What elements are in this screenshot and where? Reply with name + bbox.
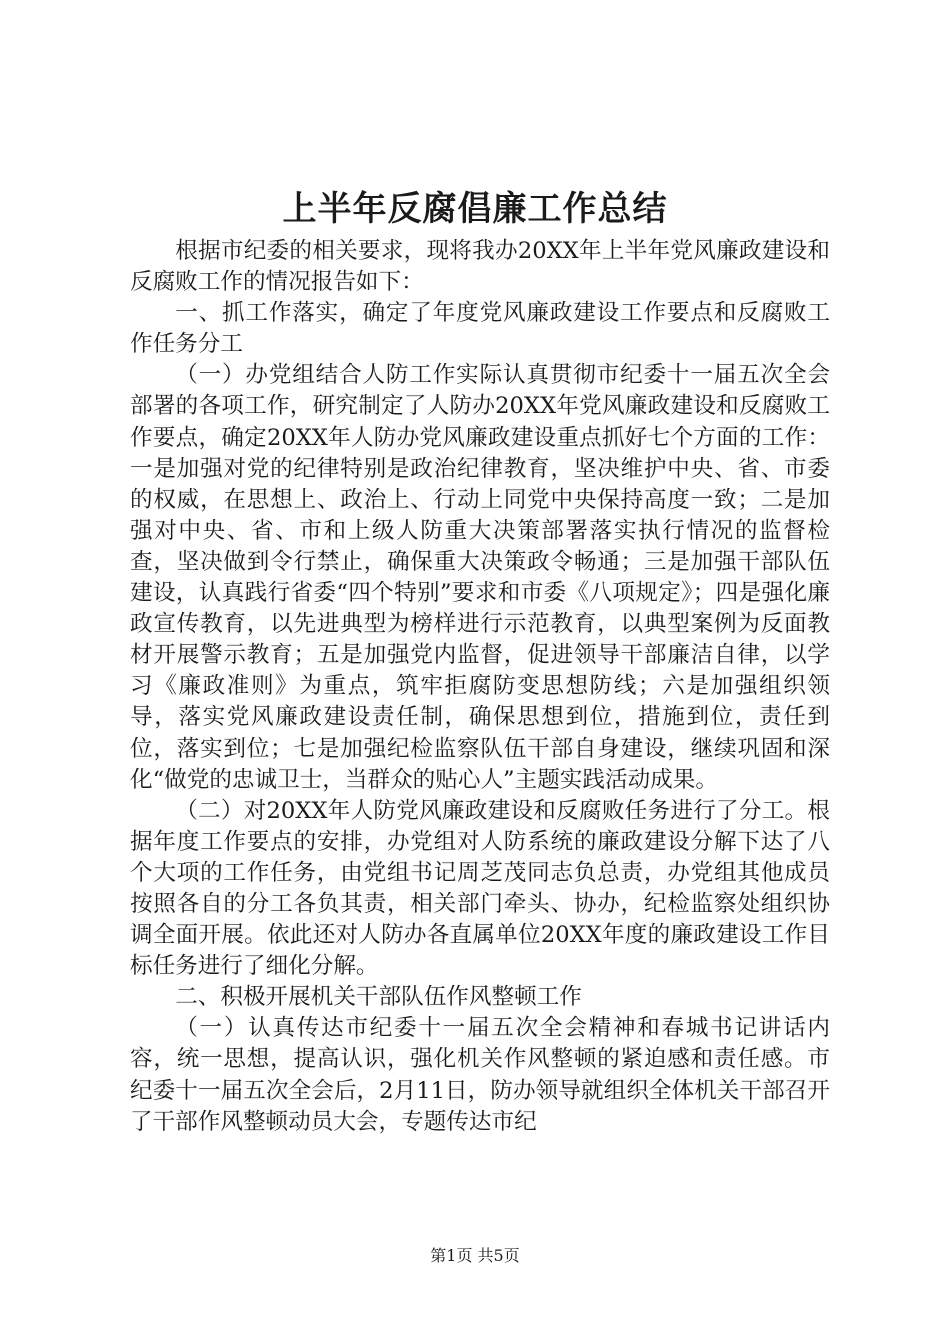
document-title: 上半年反腐倡廉工作总结 bbox=[282, 189, 668, 229]
paragraph-1-1: （一）办党组结合人防工作实际认真贯彻市纪委十一届五次全会部署的各项工作，研究制定了人防办20XX年党风廉政建设和反腐败工作要点，确定20XX年人防办党风廉政建设重点抓好七个方面的工作：一是加强对党的纪律特别是政治纪律教育，坚决维护中央、省、市委的权威，在思想上、政治上、行动上同党中央保持高度一致；二是加强对中央、省、市和上级人防重大决策部署落实执行情况的监督检查，坚决做到令行禁止，确保重大决策政令畅通；三是加强干部队伍建设，认真践行省委“四个特别”要求和市委《八项规定》；四是强化廉政宣传教育，以先进典型为榜样进行示范教育，以典型案例为反面教材开展警示教育；五是加强党内监督，促进领导干部廉洁自律，以学习《廉政准则》为重点，筑牢拒腐防变思想防线；六是加强组织领导，落实党风廉政建设责任制，确保思想到位，措施到位，责任到位，落实到位；七是加强纪检监察队伍干部自身建设，继续巩固和深化“做党的忠诚卫士，当群众的贴心人”主题实践活动成果。 bbox=[130, 362, 830, 793]
section-heading-1: 一、抓工作落实，确定了年度党风廉政建设工作要点和反腐败工作任务分工 bbox=[130, 300, 830, 358]
document-body bbox=[130, 236, 830, 1138]
paragraph-intro: 根据市纪委的相关要求，现将我办20XX年上半年党风廉政建设和反腐败工作的情况报告如下： bbox=[130, 238, 830, 296]
paragraph-1-2: （二）对20XX年人防党风廉政建设和反腐败任务进行了分工。根据年度工作要点的安排，办党组对人防系统的廉政建设分解下达了八个大项的工作任务，由党组书记周芝茂同志负总责，办党组其他成员按照各自的分工各负其责，相关部门牵头、协办，纪检监察处组织协调全面开展。依此还对人防办各直属单位20XX年度的廉政建设工作目标任务进行了细化分解。 bbox=[130, 797, 830, 980]
page-footer: 第1页 共5页 bbox=[430, 1246, 520, 1265]
section-heading-2: 二、积极开展机关干部队伍作风整顿工作 bbox=[175, 984, 582, 1011]
paragraph-2-1: （一）认真传达市纪委十一届五次全会精神和春城书记讲话内容，统一思想，提高认识，强化机关作风整顿的紧迫感和责任感。市纪委十一届五次全会后，2月11日，防办领导就组织全体机关干部召开了干部作风整顿动员大会，专题传达市纪 bbox=[130, 1015, 830, 1135]
